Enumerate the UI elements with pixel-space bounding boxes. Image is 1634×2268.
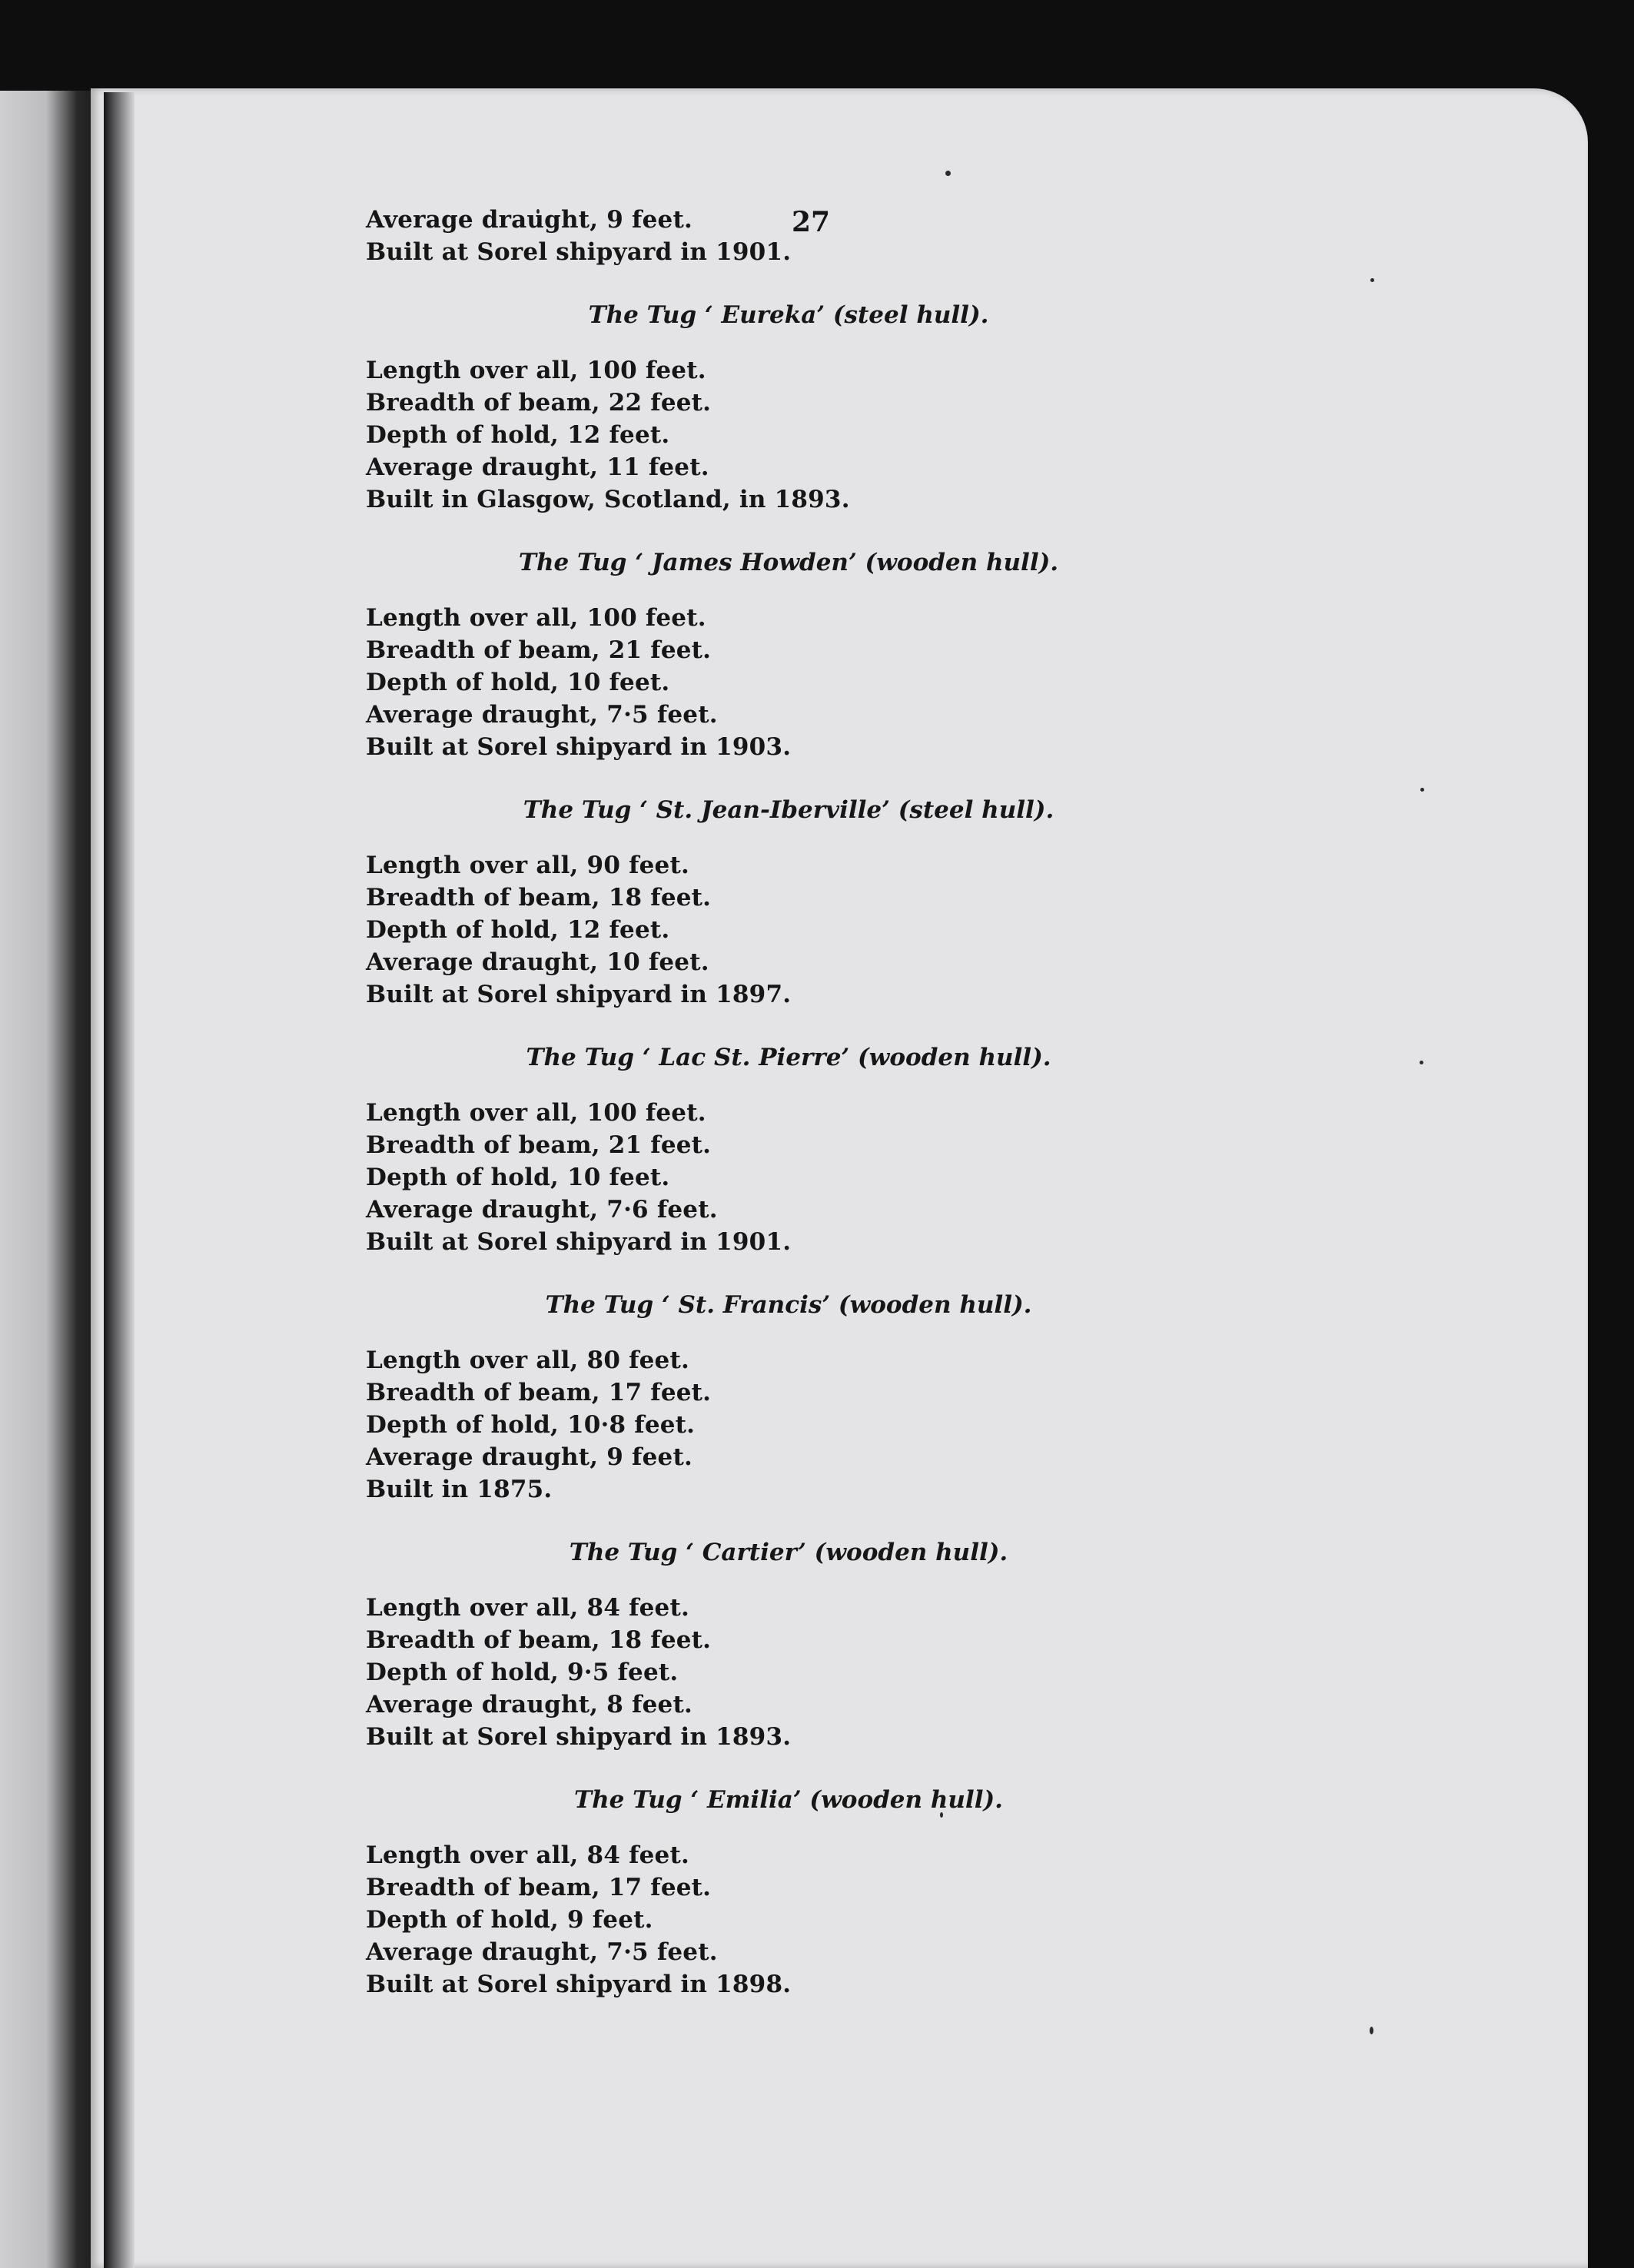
vessel-heading: The Tug ‘ Lac St. Pierre’ (wooden hull). <box>526 1044 1051 1071</box>
print-speck <box>1370 278 1374 282</box>
spec-line: Average draught, 9 feet. <box>366 1443 692 1471</box>
book-gutter <box>0 91 104 2268</box>
vessel-section <box>366 1506 1211 1753</box>
spec-line: Length over all, 84 feet. <box>366 1594 689 1622</box>
spec-line: Depth of hold, 12 feet. <box>366 916 670 944</box>
spec-line: Depth of hold, 10 feet. <box>366 669 670 696</box>
page-body <box>366 204 1211 2001</box>
print-speck <box>1370 2027 1373 2034</box>
vessel-heading: The Tug ‘ James Howden’ (wooden hull). <box>518 549 1059 576</box>
spec-line: Length over all, 100 feet. <box>366 1099 706 1127</box>
spec-line: Built at Sorel shipyard in 1903. <box>366 733 792 761</box>
spec-line: Breadth of beam, 21 feet. <box>366 1131 712 1159</box>
spec-line: Average draught, 10 feet. <box>366 948 709 976</box>
vessel-section <box>366 1011 1211 1258</box>
spec-line: Average draught, 7·5 feet. <box>366 701 718 729</box>
vessel-heading: The Tug ‘ St. Francis’ (wooden hull). <box>545 1291 1032 1319</box>
spec-line: Depth of hold, 10 feet. <box>366 1164 670 1191</box>
vessel-heading: The Tug ‘ Cartier’ (wooden hull). <box>569 1539 1008 1566</box>
spec-line: Breadth of beam, 22 feet. <box>366 389 712 417</box>
vessel-heading: The Tug ‘ St. Jean-Iberville’ (steel hull). <box>523 796 1054 824</box>
vessel-section <box>366 516 1211 763</box>
print-speck <box>1420 1061 1423 1064</box>
page-edge-shadow <box>104 92 135 2268</box>
spec-line: Built at Sorel shipyard in 1897. <box>366 981 792 1008</box>
vessel-section <box>366 1258 1211 1506</box>
spec-line: Length over all, 100 feet. <box>366 357 706 384</box>
print-speck <box>945 171 951 176</box>
spec-line: Length over all, 80 feet. <box>366 1347 689 1374</box>
spec-line: Average draught, 9 feet. <box>366 206 692 234</box>
page-number: 27 <box>792 206 831 238</box>
spec-line: Average draught, 11 feet. <box>366 453 709 481</box>
spec-line: Breadth of beam, 18 feet. <box>366 884 712 912</box>
vessel-section <box>366 763 1211 1011</box>
vessel-section <box>366 1753 1211 2001</box>
spec-line: Depth of hold, 10·8 feet. <box>366 1411 696 1439</box>
spec-line: Built in 1875. <box>366 1476 553 1503</box>
spec-line: Breadth of beam, 21 feet. <box>366 636 712 664</box>
print-speck <box>1420 788 1424 792</box>
intro-block <box>366 204 1211 268</box>
vessel-section <box>366 268 1211 516</box>
spec-line: Average draught, 7·5 feet. <box>366 1938 718 1966</box>
spec-line: Length over all, 100 feet. <box>366 604 706 632</box>
spec-line: Breadth of beam, 17 feet. <box>366 1379 712 1406</box>
spec-line: Length over all, 84 feet. <box>366 1841 689 1869</box>
spec-line: Built at Sorel shipyard in 1893. <box>366 1723 792 1751</box>
spec-line: Average draught, 8 feet. <box>366 1691 692 1718</box>
spec-line: Depth of hold, 12 feet. <box>366 421 670 449</box>
vessel-heading: The Tug ‘ Emilia’ (wooden hull). <box>574 1786 1003 1814</box>
spec-line: Depth of hold, 9 feet. <box>366 1906 653 1934</box>
spec-line: Built at Sorel shipyard in 1901. <box>366 1228 792 1256</box>
spec-line: Built at Sorel shipyard in 1898. <box>366 1971 792 1998</box>
spec-line: Built at Sorel shipyard in 1901. <box>366 238 792 266</box>
spec-line: Breadth of beam, 18 feet. <box>366 1626 712 1654</box>
spec-line: Depth of hold, 9·5 feet. <box>366 1659 679 1686</box>
vessel-heading: The Tug ‘ Eureka’ (steel hull). <box>588 301 989 329</box>
spec-line: Breadth of beam, 17 feet. <box>366 1874 712 1901</box>
spec-line: Built in Glasgow, Scotland, in 1893. <box>366 486 850 513</box>
spec-line: Average draught, 7·6 feet. <box>366 1196 718 1224</box>
spec-line: Length over all, 90 feet. <box>366 852 689 879</box>
